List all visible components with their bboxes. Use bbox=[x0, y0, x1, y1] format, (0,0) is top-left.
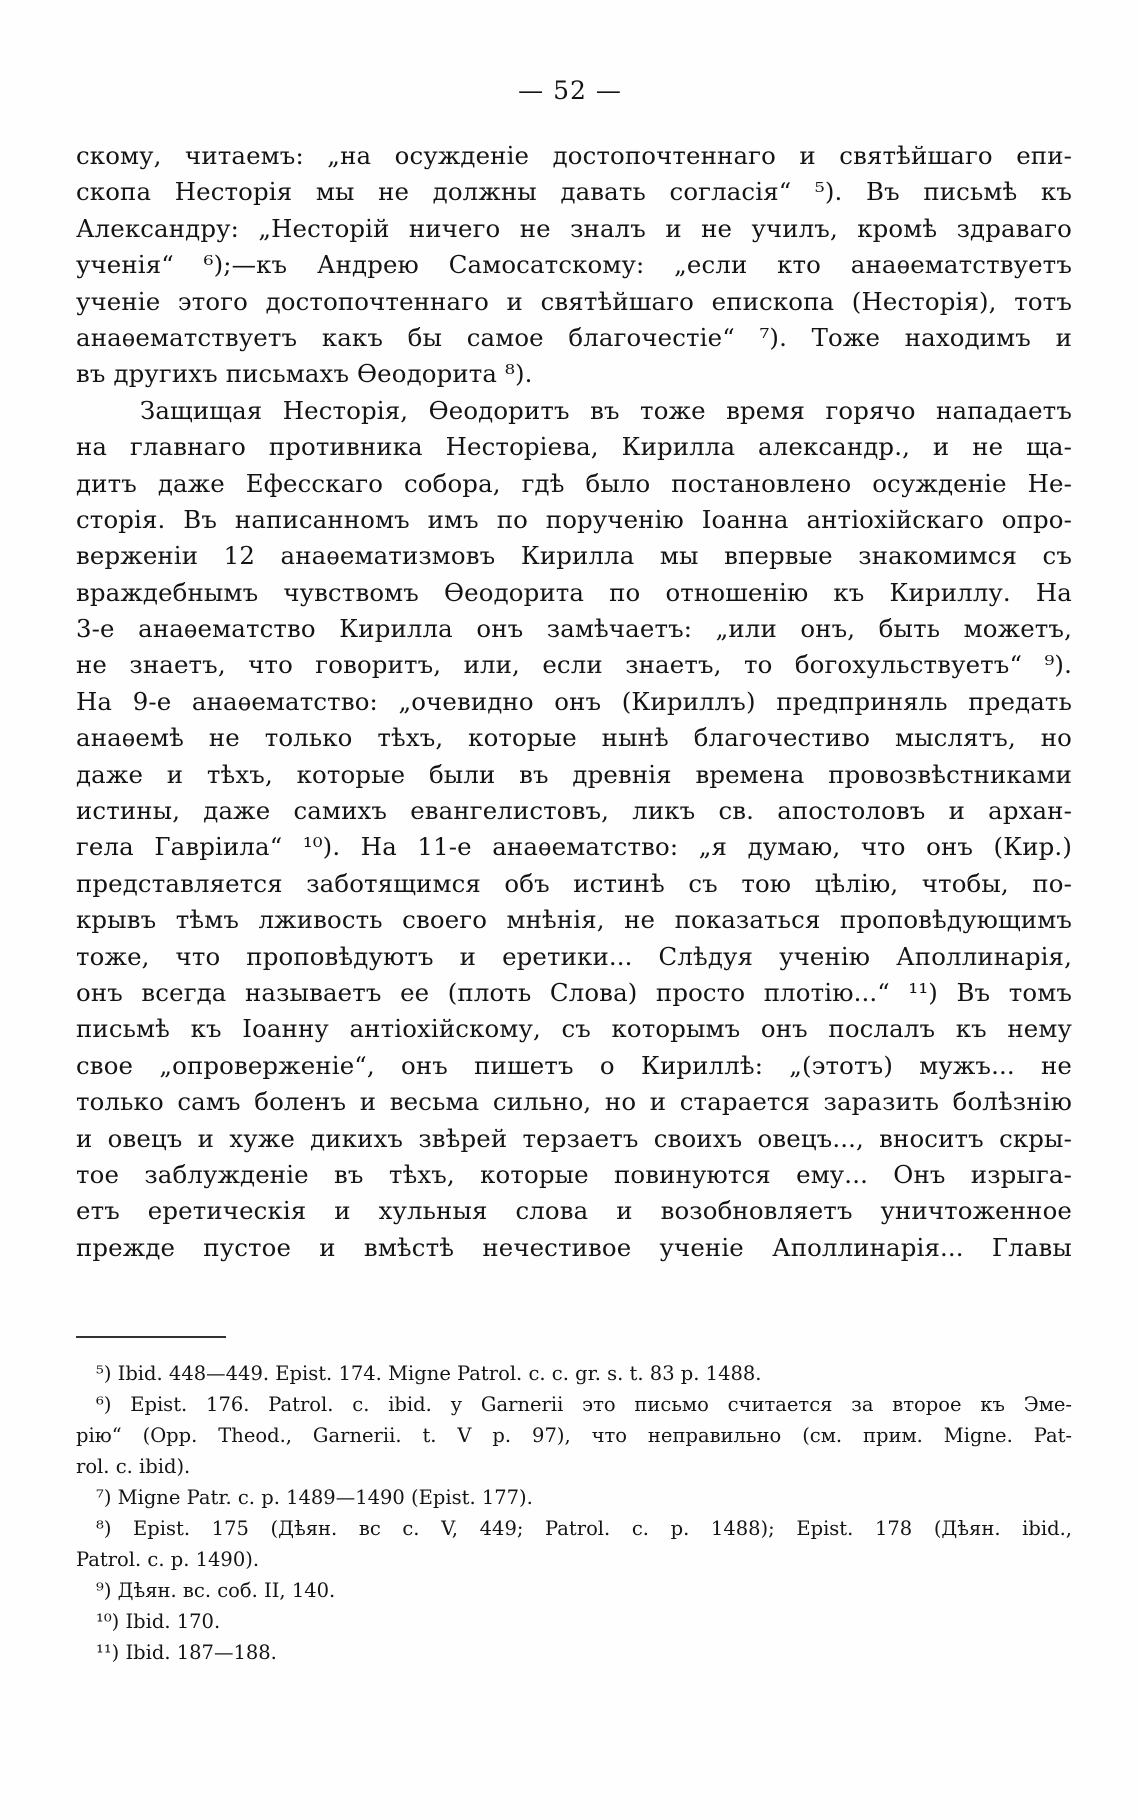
page-number-header: — 52 — bbox=[518, 76, 622, 105]
text-line: крывъ тѣмъ лживость своего мнѣнія, не показаться проповѣдующимъ bbox=[76, 905, 1072, 935]
text-line: и овецъ и хуже дикихъ звѣрей терзаетъ своихъ овецъ..., вноситъ скры- bbox=[76, 1123, 1072, 1153]
footnote-line: ⁹) Дѣян. вс. соб. II, 140. bbox=[96, 1579, 336, 1602]
text-line: На 9-е анаѳематство: „очевидно онъ (Кириллъ) предприняль предать bbox=[76, 686, 1072, 716]
text-line: скопа Несторія мы не должны давать согласія“ ⁵). Въ письмѣ къ bbox=[76, 177, 1072, 207]
text-line: прежде пустое и вмѣстѣ нечестивое ученіе Аполлинарія... Главы bbox=[76, 1232, 1072, 1262]
footnotes-block bbox=[76, 1358, 1072, 1668]
footnote-line: ⁶) Epist. 176. Patrol. c. ibid. у Garnerii это письмо считается за второе къ Эме- bbox=[96, 1393, 1072, 1416]
text-line: ученіе этого достопочтеннаго и святѣйшаго епископа (Несторія), тотъ bbox=[76, 286, 1072, 316]
main-text-block bbox=[76, 138, 1072, 1266]
text-line: даже и тѣхъ, которые были въ древнія времена провозвѣстниками bbox=[76, 759, 1072, 789]
text-line: письмѣ къ Іоанну антіохійскому, съ которымъ онъ послалъ къ нему bbox=[76, 1014, 1072, 1044]
text-line: истины, даже самихъ евангелистовъ, ликъ св. апостоловъ и архан- bbox=[76, 796, 1072, 826]
footnote-line: ⁸) Epist. 175 (Дѣян. вс с. V, 449; Patrol. c. p. 1488); Epist. 178 (Дѣян. ibid., bbox=[96, 1517, 1072, 1540]
paragraph-start-line: Защищая Несторія, Ѳеодоритъ въ тоже время горячо нападаетъ bbox=[140, 395, 1072, 425]
text-line: 3-е анаѳематство Кирилла онъ замѣчаетъ: „или онъ, быть можетъ, bbox=[76, 614, 1072, 644]
text-line: дитъ даже Ефесскаго собора, гдѣ было постановлено осужденіе Не- bbox=[76, 468, 1072, 498]
footnote-separator bbox=[76, 1336, 226, 1338]
text-line: етъ еретическія и хульныя слова и возобновляетъ уничтоженное bbox=[76, 1196, 1072, 1226]
text-line: скому, читаемъ: „на осужденіе достопочтеннаго и святѣйшаго епи- bbox=[76, 141, 1072, 170]
text-line: верженіи 12 анаѳематизмовъ Кирилла мы впервые знакомимся съ bbox=[76, 541, 1072, 571]
footnote-line: ¹¹) Ibid. 187—188. bbox=[96, 1641, 277, 1664]
text-line: представляется заботящимся объ истинѣ съ тою цѣлію, чтобы, по- bbox=[76, 868, 1072, 898]
footnote-line: ⁷) Migne Patr. c. p. 1489—1490 (Epist. 177). bbox=[96, 1486, 533, 1509]
text-line: гела Гавріила“ ¹⁰). На 11-е анаѳематство: „я думаю, что онъ (Кир.) bbox=[76, 832, 1072, 862]
text-line: въ другихъ письмахъ Ѳеодорита ⁸). bbox=[76, 359, 533, 389]
footnote-line: рію“ (Opp. Theod., Garnerii. t. V p. 97), что неправильно (см. прим. Migne. Pat- bbox=[76, 1424, 1072, 1447]
footnote-line: ⁵) Ibid. 448—449. Epist. 174. Migne Patrol. c. c. gr. s. t. 83 p. 1488. bbox=[96, 1362, 762, 1385]
text-line: тоже, что проповѣдуютъ и еретики... Слѣдуя ученію Аполлинарія, bbox=[76, 941, 1072, 971]
text-line: анаѳемѣ не только тѣхъ, которые нынѣ благочестиво мыслятъ, но bbox=[76, 723, 1072, 753]
text-line: ученія“ ⁶);—къ Андрею Самосатскому: „если кто анаѳематствуетъ bbox=[76, 250, 1072, 280]
text-line: онъ всегда называетъ ее (плоть Слова) просто плотію...“ ¹¹) Въ томъ bbox=[76, 977, 1072, 1007]
text-line: Александру: „Несторій ничего не зналъ и не училъ, кромѣ здраваго bbox=[76, 213, 1072, 243]
text-line: враждебнымъ чувствомъ Ѳеодорита по отношенію къ Кириллу. На bbox=[76, 577, 1072, 607]
footnote-line: ¹⁰) Ibid. 170. bbox=[96, 1610, 221, 1633]
text-line: на главнаго противника Несторіева, Кирилла александр., и не ща- bbox=[76, 432, 1072, 462]
footnote-line: rol. c. ibid). bbox=[76, 1455, 191, 1478]
text-line: анаѳематствуетъ какъ бы самое благочестіе“ ⁷). Тоже находимъ и bbox=[76, 322, 1072, 352]
text-line: свое „опроверженіе“, онъ пишетъ о Кириллѣ: „(этотъ) мужъ... не bbox=[76, 1050, 1072, 1080]
text-line: тое заблужденіе въ тѣхъ, которые повинуются ему... Онъ изрыга- bbox=[76, 1159, 1072, 1189]
text-line: только самъ боленъ и весьма сильно, но и старается заразить болѣзнію bbox=[76, 1087, 1072, 1117]
text-line: не знаетъ, что говоритъ, или, если знаетъ, то богохульствуетъ“ ⁹). bbox=[76, 650, 1072, 680]
footnote-line: Patrol. c. p. 1490). bbox=[76, 1548, 260, 1571]
text-line: сторія. Въ написанномъ имъ по порученію Іоанна антіохійскаго опро- bbox=[76, 504, 1072, 534]
